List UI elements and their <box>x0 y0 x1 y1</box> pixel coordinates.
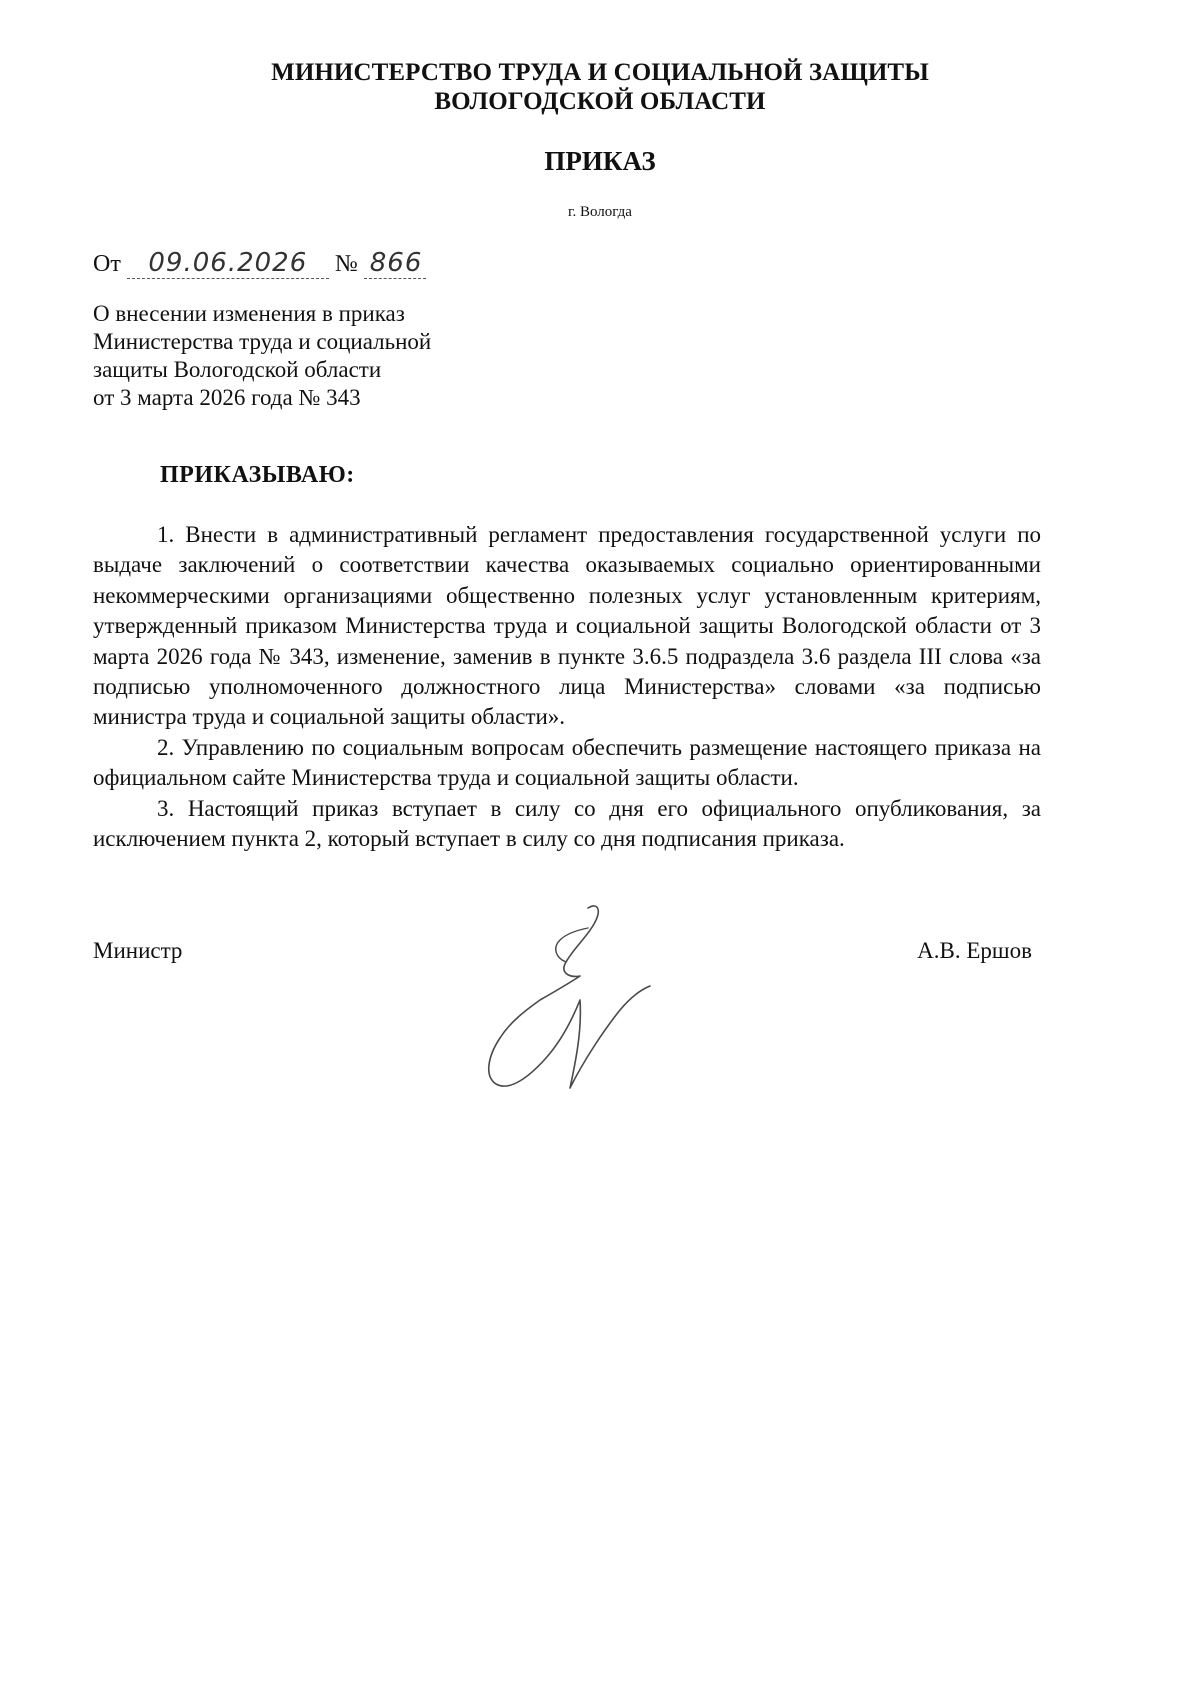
order-directive: ПРИКАЗЫВАЮ: <box>160 462 355 488</box>
paragraph-2: 2. Управлению по социальным вопросам обеспечить размещение настоящего приказа на официальном сайте Министерства труда и социальной защиты области. <box>93 734 1041 791</box>
signer-title: Министр <box>93 938 183 963</box>
signer-name: А.В. Ершов <box>917 938 1032 963</box>
paragraph-3: 3. Настоящий приказ вступает в силу со дня его официального опубликования, за исключением пункта 2, который вступает в силу со дня подписания приказа. <box>93 795 1041 852</box>
ministry-header <box>0 58 1200 116</box>
subject-line: от 3 марта 2026 года № 343 <box>93 385 361 410</box>
document-type-title: ПРИКАЗ <box>544 146 656 176</box>
handwritten-number: 866 <box>364 248 426 279</box>
order-body <box>93 520 1041 854</box>
date-number-line <box>93 248 426 279</box>
subject-line: защиты Вологодской области <box>93 357 382 382</box>
ministry-header-line-1: МИНИСТЕРСТВО ТРУДА И СОЦИАЛЬНОЙ ЗАЩИТЫ <box>271 59 929 86</box>
ministry-header-line-2: ВОЛОГОДСКОЙ ОБЛАСТИ <box>434 88 766 115</box>
handwritten-signature <box>470 900 660 1100</box>
subject-line: Министерства труда и социальной <box>93 329 432 354</box>
subject-line: О внесении изменения в приказ <box>93 301 405 326</box>
city-line: г. Вологда <box>568 204 632 220</box>
paragraph-1: 1. Внести в административный регламент предоставления государственной услуги по выдаче заключений о соответствии качества оказываемых социально ориентированными некоммерческими организациями общественно полезных услуг установленным критериям, утвержденный приказом Министерства труда и социальной защиты Вологодской области от 3 марта 2026 года № 343, изменение, заменив в пункте 3.6.5 подраздела 3.6 раздела III слова «за подписью уполномоченного должностного лица Министерства» словами «за подписью министра труда и социальной защиты области». <box>93 522 1041 730</box>
subject-block <box>93 300 513 412</box>
from-label: От <box>93 251 121 277</box>
handwritten-date: 09.06.2026 <box>127 248 329 279</box>
number-label: № <box>334 251 358 277</box>
